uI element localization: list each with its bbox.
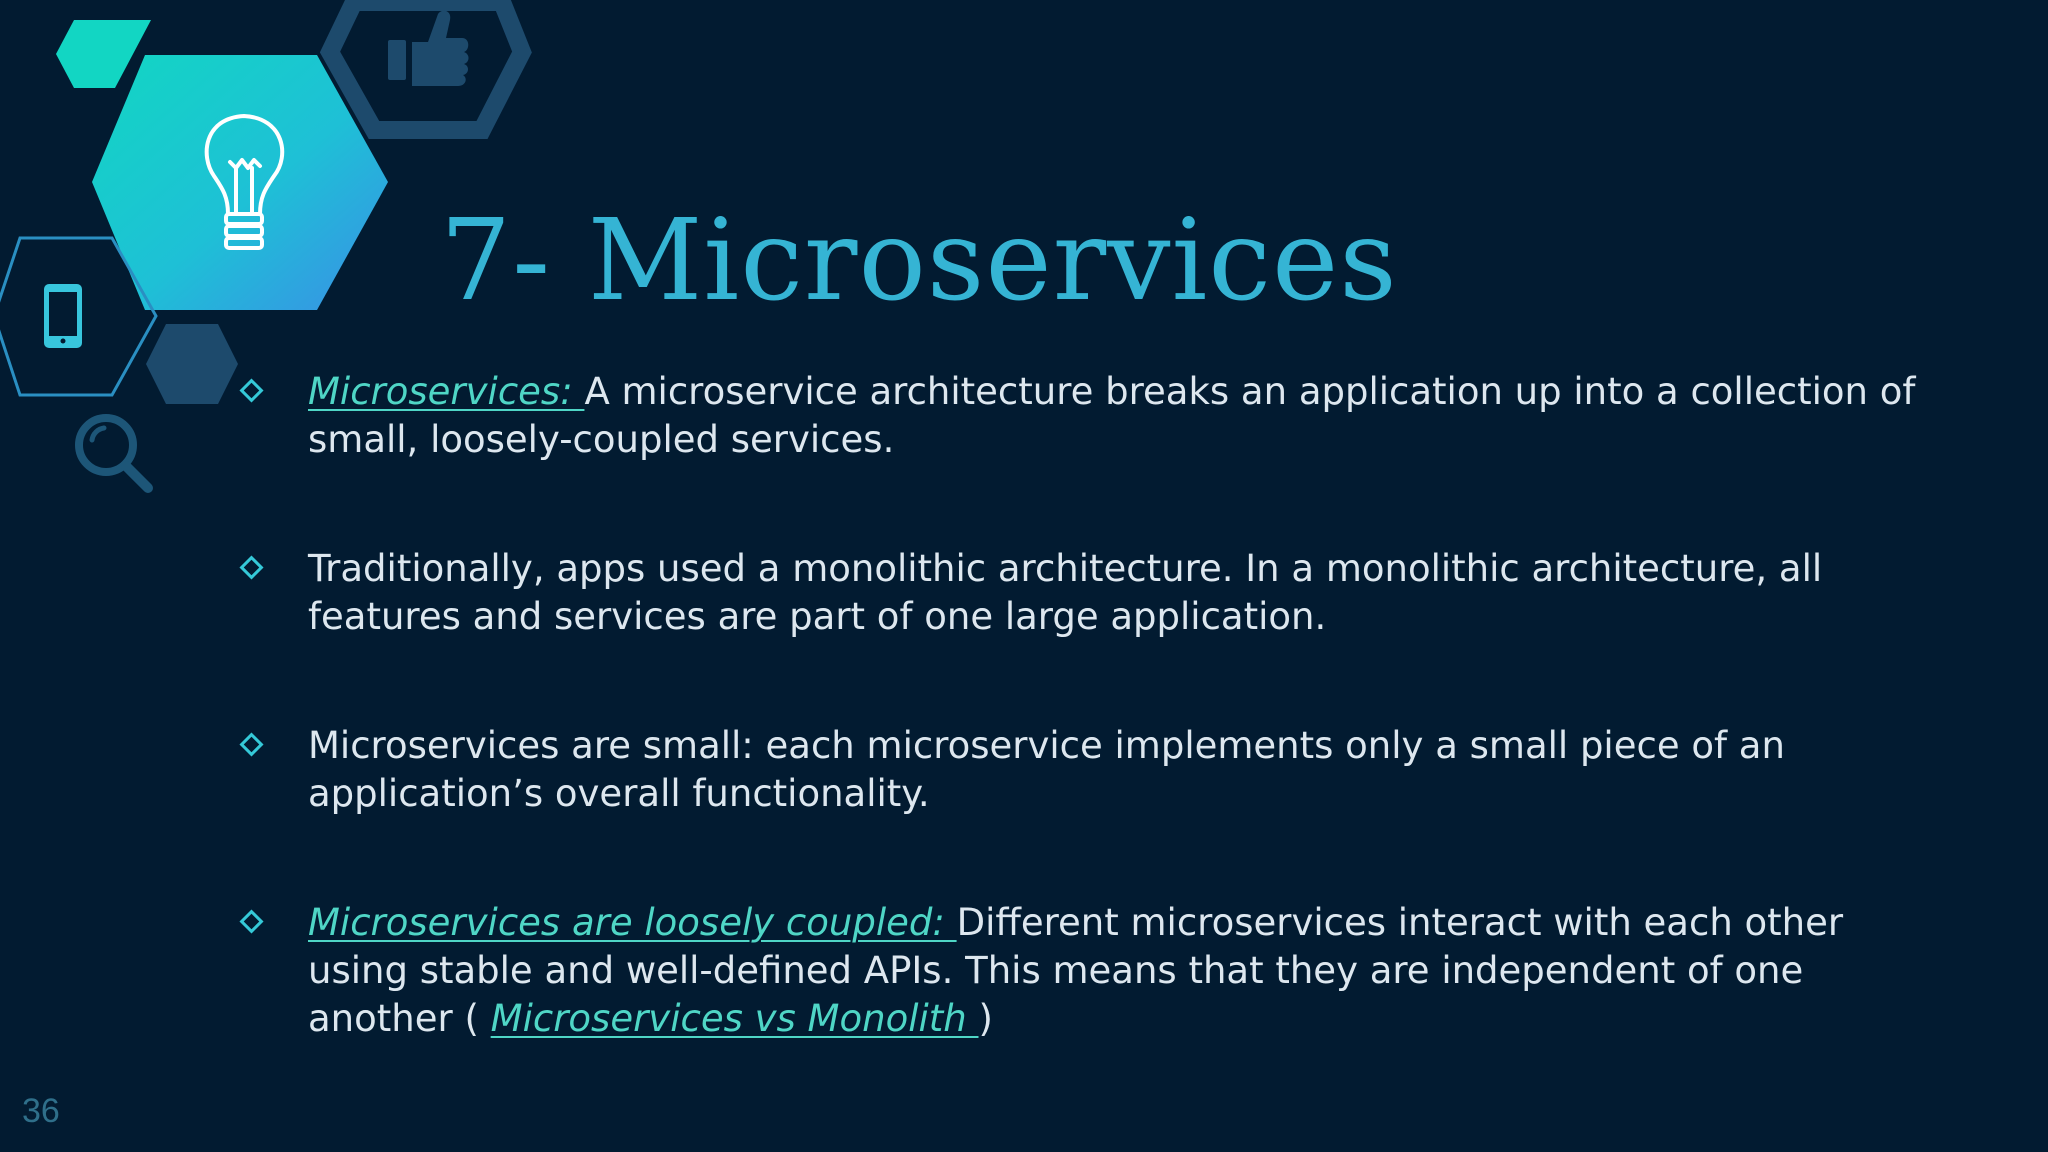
bullet-item	[240, 899, 1940, 1076]
diamond-bullet-icon	[239, 732, 263, 756]
bullet-text-end: )	[978, 997, 993, 1040]
smartphone-icon	[44, 284, 82, 348]
diamond-bullet-icon	[239, 378, 263, 402]
bullet-text: Traditionally, apps used a monolithic architecture. In a monolithic architecture, all features and services are part of one large application.	[308, 547, 1823, 638]
dark-hexagon	[146, 324, 238, 404]
page-number: 36	[22, 1092, 60, 1130]
bullet-item	[240, 722, 1940, 899]
thumbs-up-icon	[388, 11, 469, 86]
slide-title: 7- Microservices	[440, 196, 1398, 326]
bullet-text: A microservice architecture breaks an application up into a collection of small, loosely-coupled services.	[308, 370, 1916, 461]
bullet-text: Different microservices interact with each other using stable and well-defined APIs. This means that they are independent of one another (	[308, 901, 1844, 1040]
microservices-link[interactable]: Microservices:	[308, 370, 585, 413]
bullet-item	[240, 545, 1940, 722]
magnifier-icon	[79, 418, 148, 488]
diamond-bullet-icon	[239, 555, 263, 579]
bullet-list	[240, 368, 1940, 1076]
diamond-bullet-icon	[239, 909, 263, 933]
microservices-vs-monolith-link[interactable]: Microservices vs Monolith	[490, 997, 979, 1040]
bullet-text: Microservices are small: each microservice implements only a small piece of an application’s overall functionality.	[308, 724, 1785, 815]
bullet-item	[240, 368, 1940, 545]
loosely-coupled-link[interactable]: Microservices are loosely coupled:	[308, 901, 957, 944]
